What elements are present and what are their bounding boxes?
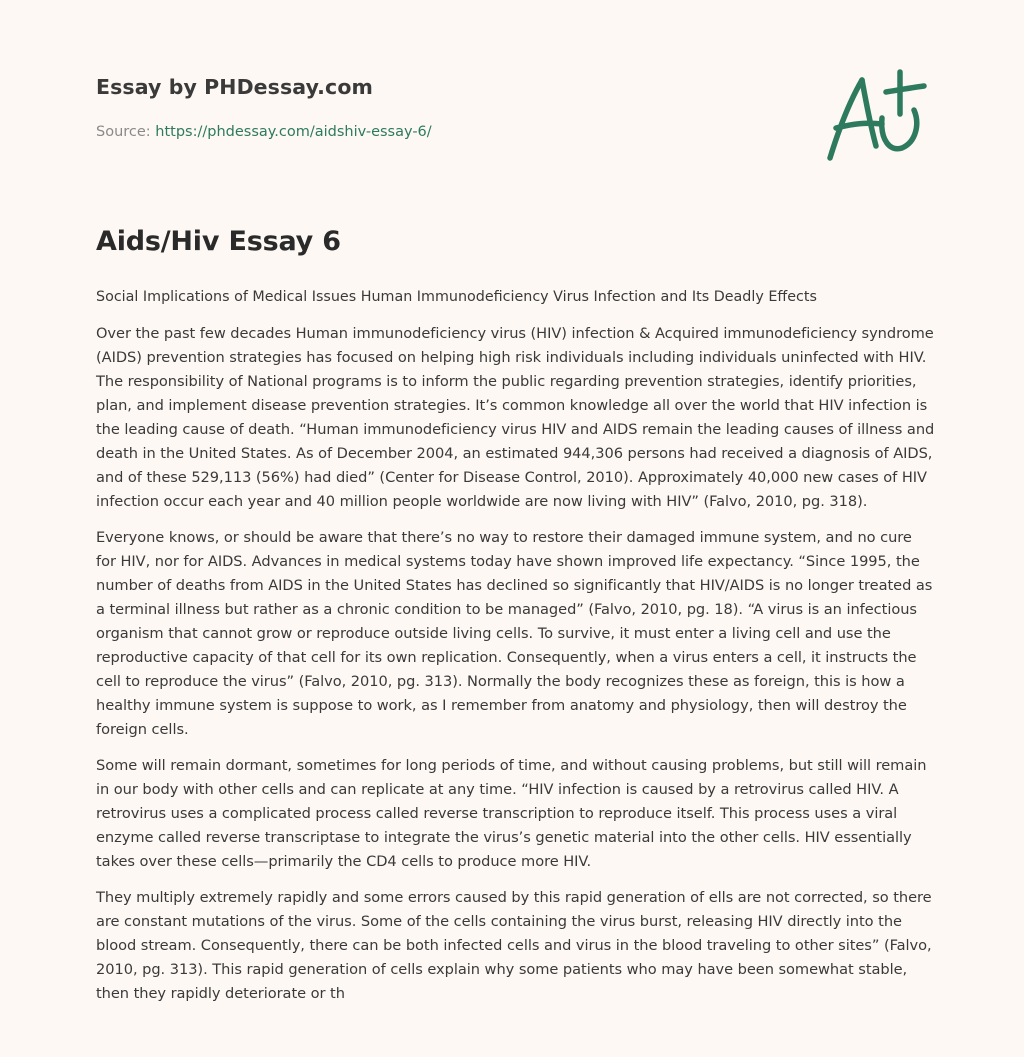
source-label: Source: xyxy=(96,124,151,140)
source-line xyxy=(96,124,432,140)
brand-title: Essay by PHDessay.com xyxy=(96,75,373,99)
body-paragraph: They multiply extremely rapidly and some errors caused by this rapid generation of ells are not corrected, so there are constant mutations of the virus. Some of the cells containing the virus burst, releasing HIV directly into the blood stream. Consequently, there can be both infected cells and virus in the blood traveling to other sites” (Falvo, 2010, pg. 313). This rapid generation of cells explain why some patients who may have been somewhat stable, then they rapidly deteriorate or th xyxy=(96,889,932,1002)
source-link[interactable]: https://phdessay.com/aidshiv-essay-6/ xyxy=(155,124,432,140)
body-paragraph: Everyone knows, or should be aware that there’s no way to restore their damaged immune system, and no cure for HIV, nor for AIDS. Advances in medical systems today have shown improved life expectancy. “Since 1995, the number of deaths from AIDS in the United States has declined so significantly that HIV/AIDS is no longer treated as a terminal illness but rather as a chronic condition to be managed” (Falvo, 2010, pg. 18). “A virus is an infectious organism that cannot grow or reproduce outside living cells. To survive, it must enter a living cell and use the reproductive capacity of that cell for its own replication. Consequently, when a virus enters a cell, it instructs the cell to reproduce the virus” (Falvo, 2010, pg. 313). Normally the body recognizes these as foreign, this is how a healthy immune system is suppose to work, as I remember from anatomy and physiology, then will destroy the foreign cells. xyxy=(96,529,933,738)
article-title: Aids/Hiv Essay 6 xyxy=(96,226,341,257)
body-paragraph: Over the past few decades Human immunodeficiency virus (HIV) infection & Acquired immunodeficiency syndrome (AIDS) prevention strategies has focused on helping high risk individuals including individuals uninfected with HIV. The responsibility of National programs is to inform the public regarding prevention strategies, identify priorities, plan, and implement disease prevention strategies. It’s common knowledge all over the world that HIV infection is the leading cause of death. “Human immunodeficiency virus HIV and AIDS remain the leading causes of illness and death in the United States. As of December 2004, an estimated 944,306 persons had received a diagnosis of AIDS, and of these 529,113 (56%) had died” (Center for Disease Control, 2010). Approximately 40,000 new cases of HIV infection occur each year and 40 million people worldwide are now living with HIV” (Falvo, 2010, pg. 318). xyxy=(96,325,935,510)
article-subtitle: Social Implications of Medical Issues Human Immunodeficiency Virus Infection and Its Deadly Effects xyxy=(96,289,817,305)
a-plus-logo-icon xyxy=(820,66,928,166)
body-paragraph: Some will remain dormant, sometimes for long periods of time, and without causing problems, but still will remain in our body with other cells and can replicate at any time. “HIV infection is caused by a retrovirus called HIV. A retrovirus uses a complicated process called reverse transcription to reproduce itself. This process uses a viral enzyme called reverse transcriptase to integrate the virus’s genetic material into the other cells. HIV essentially takes over these cells—primarily the CD4 cells to produce more HIV. xyxy=(96,757,927,870)
article-body xyxy=(96,322,936,1018)
